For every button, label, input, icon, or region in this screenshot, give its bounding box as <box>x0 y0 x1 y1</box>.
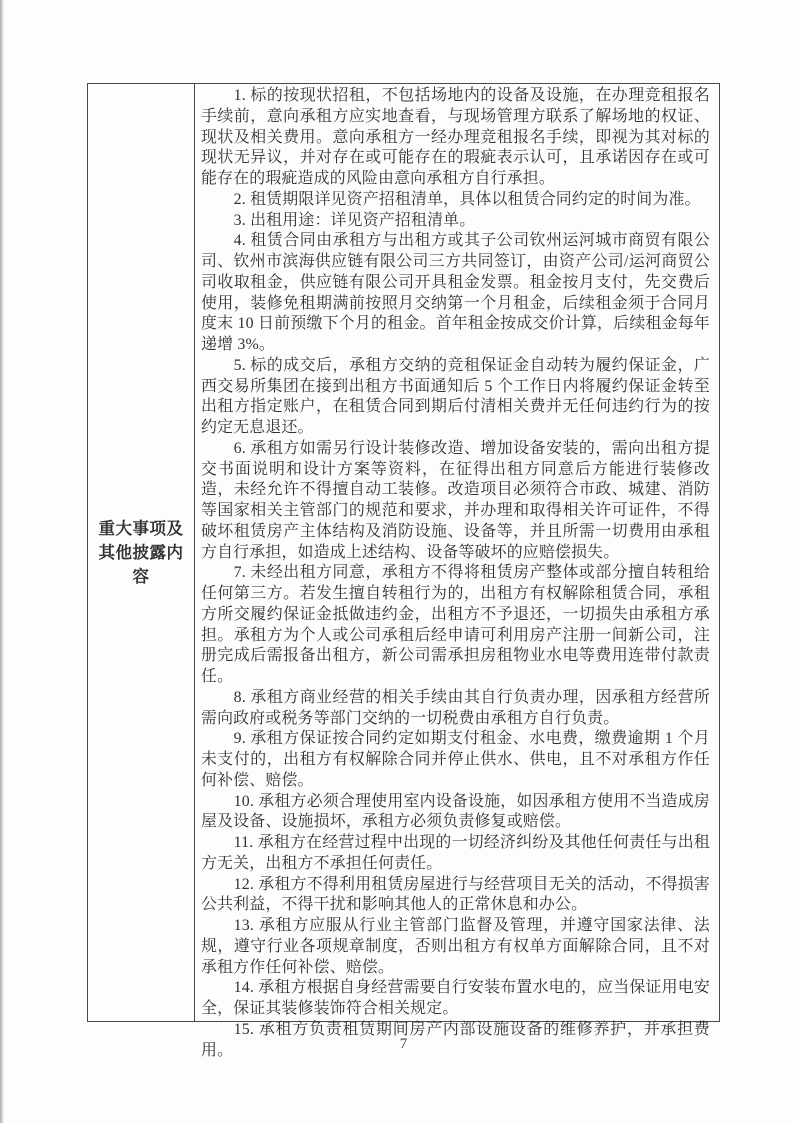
clause-item-13: 13. 承租方应服从行业主管部门监督及管理，并遵守国家法律、法规，遵守行业各项规章制度，否则出租方有权单方面解除合同，且不对承租方作任何补偿、赔偿。 <box>201 917 710 976</box>
disclosure-table <box>87 83 720 1059</box>
clause-item-7: 7. 未经出租方同意，承租方不得将租赁房产整体或部分擅自转租给任何第三方。若发生擅自转租行为的，出租方有权解除租赁合同，承租方所交履约保证金抵做违约金，出租方不予退还，一切损失由承租方承担。承租方为个人或公司承租后经申请可利用房产注册一间新公司，注册完成后需报备出租方，新公司需承担房租物业水电等费用连带付款责任。 <box>201 564 710 685</box>
clause-item-10: 10. 承租方必须合理使用室内设备设施，如因承租方使用不当造成房屋及设备、设施损坏，承租方必须负责修复或赔偿。 <box>201 792 710 831</box>
clause-item-3: 3. 出租用途：详见资产招租清单。 <box>233 211 476 229</box>
page-number: 7 <box>399 1036 408 1052</box>
clause-item-14: 14. 承租方根据自身经营需要自行安装布置水电的，应当保证用电安全，保证其装修装饰符合相关规定。 <box>201 979 710 1017</box>
clause-item-2: 2. 租赁期限详见资产招租清单，具体以租赁合同约定的时间为准。 <box>233 190 701 208</box>
clause-item-15: 15. 承租方负责租赁期间房产内部设施设备的维修养护，并承担费用。 <box>201 1020 710 1059</box>
clause-item-12: 12. 承租方不得利用租赁房屋进行与经营项目无关的活动，不得损害公共利益，不得干扰和影响其他人的正常休息和办公。 <box>201 875 710 914</box>
clause-item-8: 8. 承租方商业经营的相关手续由其自行负责办理，因承租方经营所需向政府或税务等部门交纳的一切税费由承租方自行负责。 <box>201 688 710 727</box>
disclosure-content-cell <box>195 84 719 1059</box>
scan-edge-shadow <box>0 0 4 1123</box>
clause-item-6: 6. 承租方如需另行设计装修改造、增加设备安装的，需向出租方提交书面说明和设计方案等资料，在征得出租方同意后方能进行装修改造，未经允许不得擅自动工装修。改造项目必须符合市政、城建、消防等国家相关主管部门的规范和要求，并办理和取得相关许可证件，不得破坏租赁房产主体结构及消防设施、设备等，并且所需一切费用由承租方自行承担，如造成上述结构、设备等破坏的应赔偿损失。 <box>201 439 710 561</box>
clause-item-5: 5. 标的成交后，承租方交纳的竞租保证金自动转为履约保证金，广西交易所集团在接到出租方书面通知后 5 个工作日内将履约保证金转至出租方指定账户，在租赁合同到期后付清相关费并无任何违约行为的按约定无息退还。 <box>201 356 710 436</box>
clause-item-9: 9. 承租方保证按合同约定如期支付租金、水电费，缴费逾期 1 个月未支付的，出租方有权解除合同并停止供水、供电，且不对承租方作任何补偿、赔偿。 <box>201 730 710 789</box>
row-header-label: 重大事项及其他披露内容 <box>98 518 184 586</box>
row-header-cell <box>88 84 195 1021</box>
clause-item-4: 4. 租赁合同由承租方与出租方或其子公司钦州运河城市商贸有限公司、钦州市滨海供应链有限公司三方共同签订，由资产公司/运河商贸公司收取租金，供应链有限公司开具租金发票。租金按月支付，先交费后使用，装修免租期满前按照月交纳第一个月租金，后续租金须于合同月度末 10 日前预缴下个月的租金。首年租金按成交价计算，后续租金每年递增 3%。 <box>201 232 710 353</box>
clause-item-1: 1. 标的按现状招租，不包括场地内的设备及设施，在办理竞租报名手续前，意向承租方应实地查看，与现场管理方联系了解场地的权证、现状及相关费用。意向承租方一经办理竞租报名手续，即视为其对标的现状无异议，并对存在或可能存在的瑕疵表示认可，且承诺因存在或可能存在的瑕疵造成的风险由意向承租方自行承担。 <box>201 87 710 187</box>
clause-item-11: 11. 承租方在经营过程中出现的一切经济纠纷及其他任何责任与出租方无关，出租方不承担任何责任。 <box>201 834 710 872</box>
